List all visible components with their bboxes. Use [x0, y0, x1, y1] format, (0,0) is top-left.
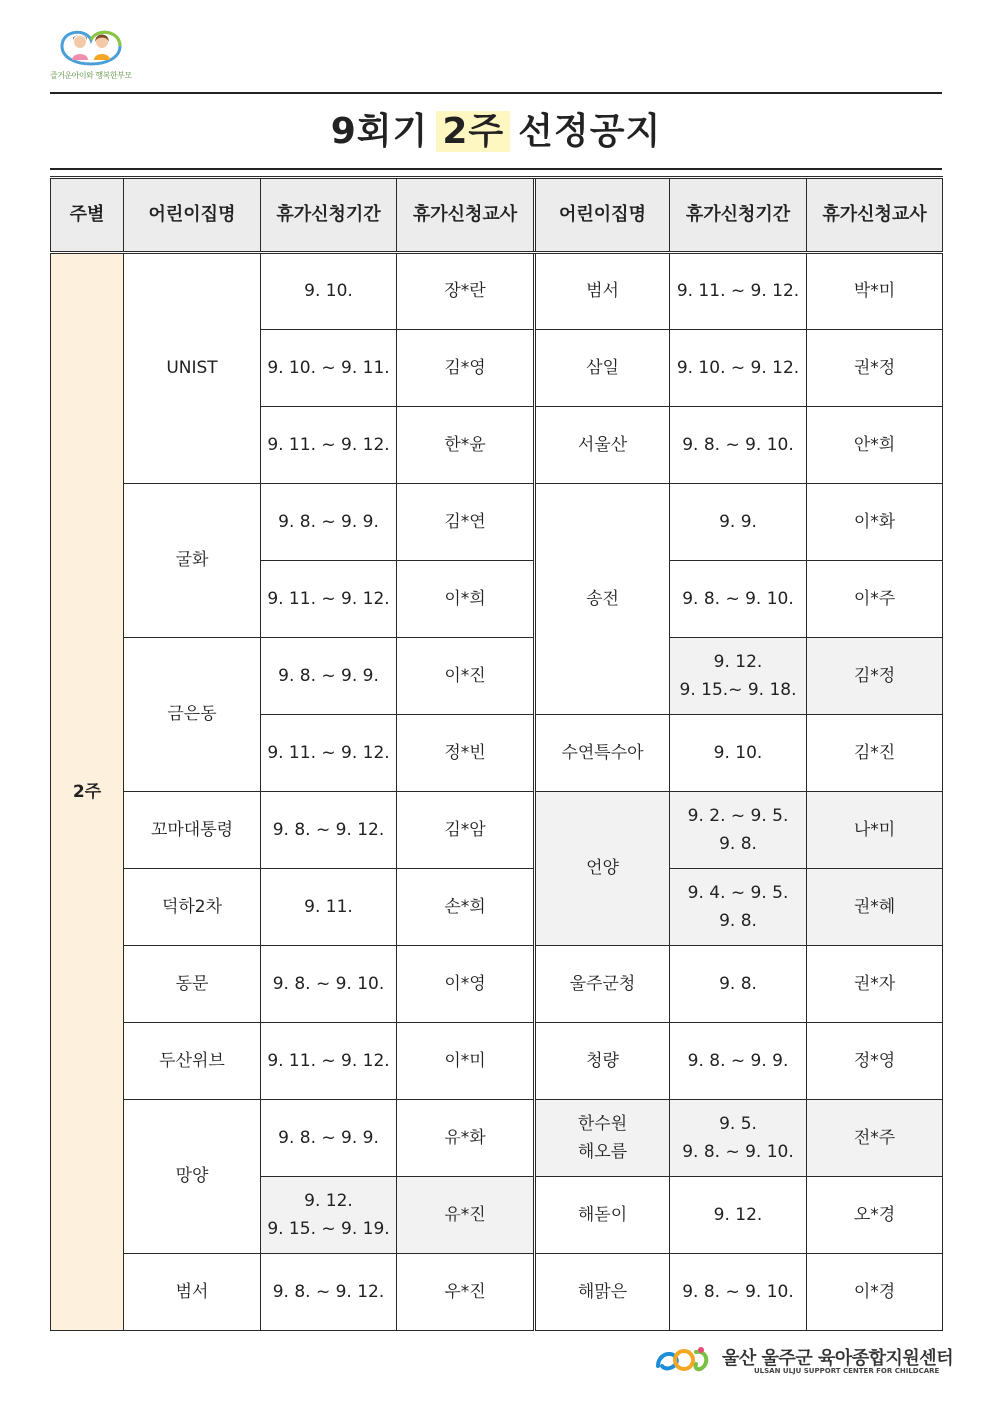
- selection-table: [50, 176, 943, 1331]
- teacher-cell: 오*경: [807, 1177, 943, 1254]
- teacher-cell: 이*희: [397, 561, 535, 638]
- org-swirl-icon: [654, 1344, 712, 1376]
- teacher-cell: 이*경: [807, 1254, 943, 1331]
- teacher-cell: 이*주: [807, 561, 943, 638]
- center-name: 꼬마대통령: [124, 792, 261, 869]
- table-row: [51, 484, 943, 561]
- title-bottom-rule: [50, 168, 942, 170]
- center-name: 굴화: [124, 484, 261, 638]
- teacher-cell: 김*정: [807, 638, 943, 715]
- center-name: 두산위브: [124, 1023, 261, 1100]
- table-row: [51, 1100, 943, 1177]
- period-line: 9. 8.: [719, 911, 757, 931]
- teacher-cell: 손*희: [397, 869, 535, 946]
- period-cell: [670, 869, 807, 946]
- period-cell: 9. 10. ~ 9. 11.: [261, 330, 397, 407]
- period-cell: 9. 12.: [670, 1177, 807, 1254]
- center-name: 범서: [535, 253, 670, 330]
- center-name: 울주군청: [535, 946, 670, 1023]
- teacher-cell: 유*진: [397, 1177, 535, 1254]
- header-center-left: 어린이집명: [124, 178, 261, 253]
- title-notice: 선정공지: [518, 111, 662, 152]
- teacher-cell: 이*미: [397, 1023, 535, 1100]
- period-cell: 9. 10.: [261, 253, 397, 330]
- teacher-cell: 이*화: [807, 484, 943, 561]
- family-logo-icon: [56, 24, 126, 66]
- period-cell: 9. 8. ~ 9. 10.: [670, 1254, 807, 1331]
- period-cell: 9. 8. ~ 9. 10.: [670, 561, 807, 638]
- period-line: 9. 4. ~ 9. 5.: [687, 882, 789, 903]
- table-row: [51, 253, 943, 330]
- center-name-line: 해오름: [577, 1142, 628, 1162]
- teacher-cell: 권*자: [807, 946, 943, 1023]
- table-row: [51, 638, 943, 715]
- center-name: 해맑은: [535, 1254, 670, 1331]
- header-period-right: 휴가신청기간: [670, 178, 807, 253]
- table-row: [51, 946, 943, 1023]
- period-cell: 9. 8.: [670, 946, 807, 1023]
- teacher-cell: 나*미: [807, 792, 943, 869]
- center-name: 망양: [124, 1100, 261, 1254]
- center-name-line: 한수원: [577, 1113, 628, 1134]
- teacher-cell: 이*영: [397, 946, 535, 1023]
- period-cell: 9. 10. ~ 9. 12.: [670, 330, 807, 407]
- center-name: 덕하2차: [124, 869, 261, 946]
- period-line: 9. 2. ~ 9. 5.: [687, 805, 789, 826]
- center-name: 범서: [124, 1254, 261, 1331]
- period-cell: 9. 8. ~ 9. 9.: [261, 484, 397, 561]
- period-line: 9. 15. ~ 9. 19.: [267, 1219, 390, 1239]
- period-cell: 9. 11. ~ 9. 12.: [261, 407, 397, 484]
- period-line: 9. 12.: [304, 1190, 353, 1211]
- period-cell: 9. 11. ~ 9. 12.: [261, 1023, 397, 1100]
- period-cell: 9. 11. ~ 9. 12.: [261, 715, 397, 792]
- period-cell: 9. 8. ~ 9. 10.: [670, 407, 807, 484]
- period-cell: 9. 10.: [670, 715, 807, 792]
- footer-org-logo: [654, 1342, 954, 1380]
- teacher-cell: 권*혜: [807, 869, 943, 946]
- teacher-cell: 김*진: [807, 715, 943, 792]
- center-name: 서울산: [535, 407, 670, 484]
- table-header-row: [51, 178, 943, 253]
- center-name: 해돋이: [535, 1177, 670, 1254]
- center-name: UNIST: [124, 253, 261, 484]
- period-cell: 9. 8. ~ 9. 9.: [261, 638, 397, 715]
- teacher-cell: 권*정: [807, 330, 943, 407]
- period-cell: [670, 638, 807, 715]
- teacher-cell: 이*진: [397, 638, 535, 715]
- header-teacher-left: 휴가신청교사: [397, 178, 535, 253]
- week-cell: 2주: [51, 253, 124, 1331]
- period-line: 9. 8. ~ 9. 10.: [682, 1142, 794, 1162]
- center-name: 수연특수아: [535, 715, 670, 792]
- teacher-cell: 정*빈: [397, 715, 535, 792]
- period-cell: [670, 1100, 807, 1177]
- header-teacher-right: 휴가신청교사: [807, 178, 943, 253]
- title-round: 9회기: [330, 111, 429, 152]
- center-name: 청량: [535, 1023, 670, 1100]
- period-cell: 9. 8. ~ 9. 9.: [670, 1023, 807, 1100]
- period-cell: 9. 11. ~ 9. 12.: [261, 561, 397, 638]
- center-name: [535, 1100, 670, 1177]
- center-name: 금은동: [124, 638, 261, 792]
- teacher-cell: 김*암: [397, 792, 535, 869]
- center-name: 동문: [124, 946, 261, 1023]
- table-row: [51, 1254, 943, 1331]
- period-line: 9. 12.: [713, 651, 763, 672]
- teacher-cell: 안*희: [807, 407, 943, 484]
- period-cell: [670, 792, 807, 869]
- period-line: 9. 8.: [719, 834, 757, 854]
- header-period-left: 휴가신청기간: [261, 178, 397, 253]
- title-top-rule: [50, 92, 942, 94]
- logo-slogan: 즐거운아이와 행복한부모: [50, 71, 132, 80]
- table-row: [51, 869, 943, 946]
- period-cell: 9. 11.: [261, 869, 397, 946]
- period-line: 9. 15.~ 9. 18.: [679, 680, 797, 700]
- period-line: 9. 5.: [719, 1113, 757, 1134]
- page-title: [50, 100, 942, 164]
- teacher-cell: 박*미: [807, 253, 943, 330]
- period-cell: 9. 8. ~ 9. 10.: [261, 946, 397, 1023]
- org-name-english: ULSAN ULJU SUPPORT CENTER FOR CHILDCARE: [754, 1367, 940, 1375]
- period-cell: 9. 8. ~ 9. 12.: [261, 792, 397, 869]
- title-week-highlight: 2주: [436, 111, 510, 152]
- teacher-cell: 우*진: [397, 1254, 535, 1331]
- header-center-right: 어린이집명: [535, 178, 670, 253]
- org-name: 울산 울주군 육아종합지원센터: [722, 1348, 954, 1369]
- center-logo: [50, 24, 140, 90]
- center-name: 송전: [535, 484, 670, 715]
- period-cell: 9. 9.: [670, 484, 807, 561]
- teacher-cell: 한*윤: [397, 407, 535, 484]
- teacher-cell: 정*영: [807, 1023, 943, 1100]
- center-name: 언양: [535, 792, 670, 946]
- teacher-cell: 장*란: [397, 253, 535, 330]
- teacher-cell: 김*영: [397, 330, 535, 407]
- period-cell: 9. 8. ~ 9. 9.: [261, 1100, 397, 1177]
- header-week: 주별: [51, 178, 124, 253]
- center-name: 삼일: [535, 330, 670, 407]
- period-cell: 9. 8. ~ 9. 12.: [261, 1254, 397, 1331]
- teacher-cell: 김*연: [397, 484, 535, 561]
- period-cell: [261, 1177, 397, 1254]
- period-cell: 9. 11. ~ 9. 12.: [670, 253, 807, 330]
- table-row: [51, 1023, 943, 1100]
- teacher-cell: 전*주: [807, 1100, 943, 1177]
- teacher-cell: 유*화: [397, 1100, 535, 1177]
- table-row: [51, 792, 943, 869]
